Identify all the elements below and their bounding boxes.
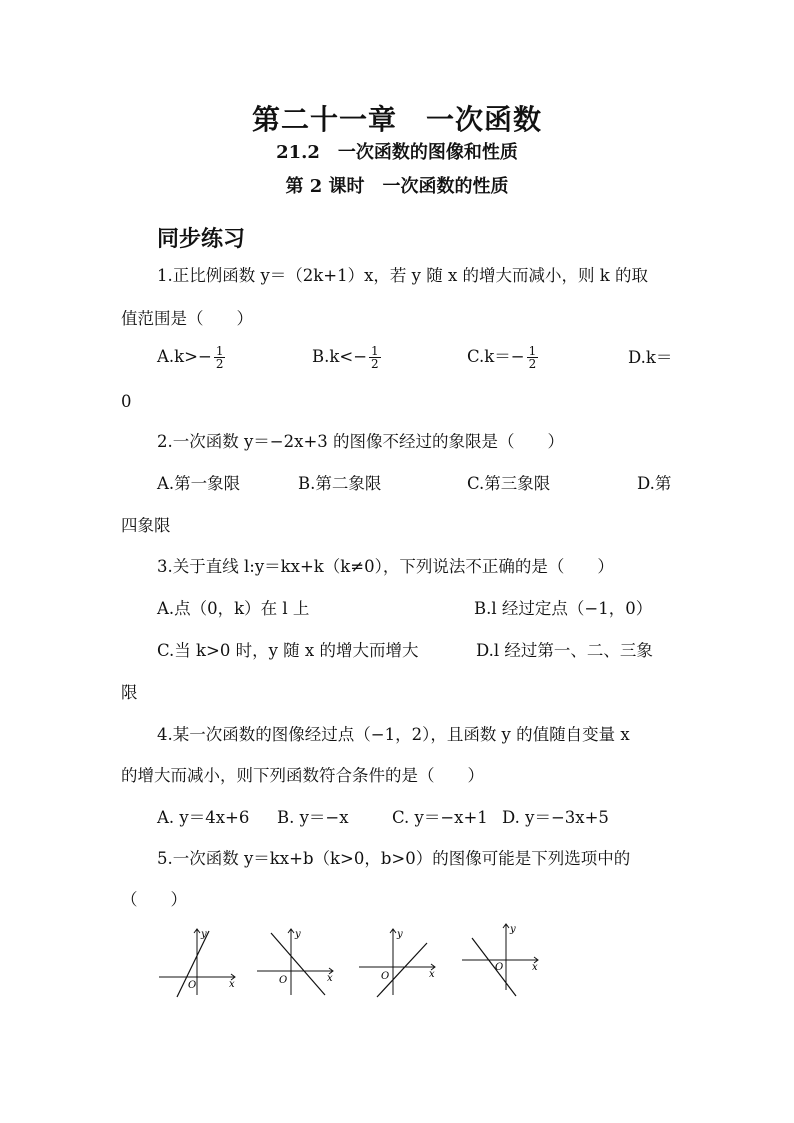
x-label: x [429, 969, 435, 980]
q1-option-d: D.k＝ [628, 348, 673, 367]
function-line [472, 938, 516, 996]
origin-label: O [495, 962, 504, 973]
q5-graph-b [253, 925, 343, 1000]
q3-stem: 3.关于直线 l:y＝kx+k（k≠0），下列说法不正确的是（ ） [157, 557, 614, 576]
lesson-title: 第 2 课时 一次函数的性质 [285, 176, 509, 197]
q4-option-b: B. y＝−x [277, 808, 349, 827]
function-line [377, 943, 427, 997]
q2-option-b: B.第二象限 [298, 474, 382, 493]
q2-option-d-cont: 四象限 [121, 516, 171, 535]
q2-option-a: A.第一象限 [157, 474, 241, 493]
chapter-title: 第二十一章 一次函数 [251, 103, 542, 136]
q2-stem: 2.一次函数 y＝−2x+3 的图像不经过的象限是（ ） [157, 432, 565, 451]
q5-graph-a [155, 925, 245, 1000]
q1-option-c: C.k＝− $\frac{1}{2}$ [467, 344, 537, 371]
y-label: y [295, 929, 301, 940]
q4-option-a: A. y＝4x+6 [157, 808, 250, 827]
q3-option-c: C.当 k>0 时，y 随 x 的增大而增大 [157, 641, 419, 660]
q3-option-b: B.l 经过定点（−1，0） [474, 599, 653, 618]
y-label: y [397, 929, 403, 940]
q5-graph-d [458, 918, 548, 998]
q2-option-d: D.第 [637, 474, 672, 493]
x-label: x [229, 979, 235, 990]
origin-label: O [188, 980, 197, 991]
q3-option-d-cont: 限 [121, 683, 138, 702]
q2-option-c: C.第三象限 [467, 474, 551, 493]
q1-option-d-cont: 0 [121, 392, 132, 411]
q3-option-d: D.l 经过第一、二、三象 [476, 641, 653, 660]
q5-graph-c [355, 925, 445, 1000]
q4-stem-line1: 4.某一次函数的图像经过点（−1，2），且函数 y 的值随自变量 x [157, 725, 630, 744]
q5-answer-blank: （ ） [121, 890, 187, 909]
exercise-heading: 同步练习 [157, 226, 246, 252]
q3-option-a: A.点（0，k）在 l 上 [157, 599, 310, 618]
x-label: x [532, 962, 538, 973]
x-label: x [327, 973, 333, 984]
section-title: 21.2 一次函数的图像和性质 [276, 142, 518, 163]
q1-option-b: B.k<− $\frac{1}{2}$ [312, 344, 379, 371]
q1-stem-line2: 值范围是（ ） [121, 309, 253, 328]
q4-option-d: D. y＝−3x+5 [502, 808, 609, 827]
y-label: y [201, 929, 207, 940]
q4-stem-line2: 的增大而减小，则下列函数符合条件的是（ ） [121, 766, 484, 785]
y-label: y [510, 924, 516, 935]
origin-label: O [381, 971, 390, 982]
q4-option-c: C. y＝−x+1 [392, 808, 488, 827]
q5-stem: 5.一次函数 y＝kx+b（k>0，b>0）的图像可能是下列选项中的 [157, 849, 631, 868]
origin-label: O [279, 975, 288, 986]
q1-stem-line1: 1.正比例函数 y＝（2k+1）x，若 y 随 x 的增大而减小，则 k 的取 [157, 266, 649, 285]
q1-option-a: A.k>− $\frac{1}{2}$ [157, 344, 224, 371]
